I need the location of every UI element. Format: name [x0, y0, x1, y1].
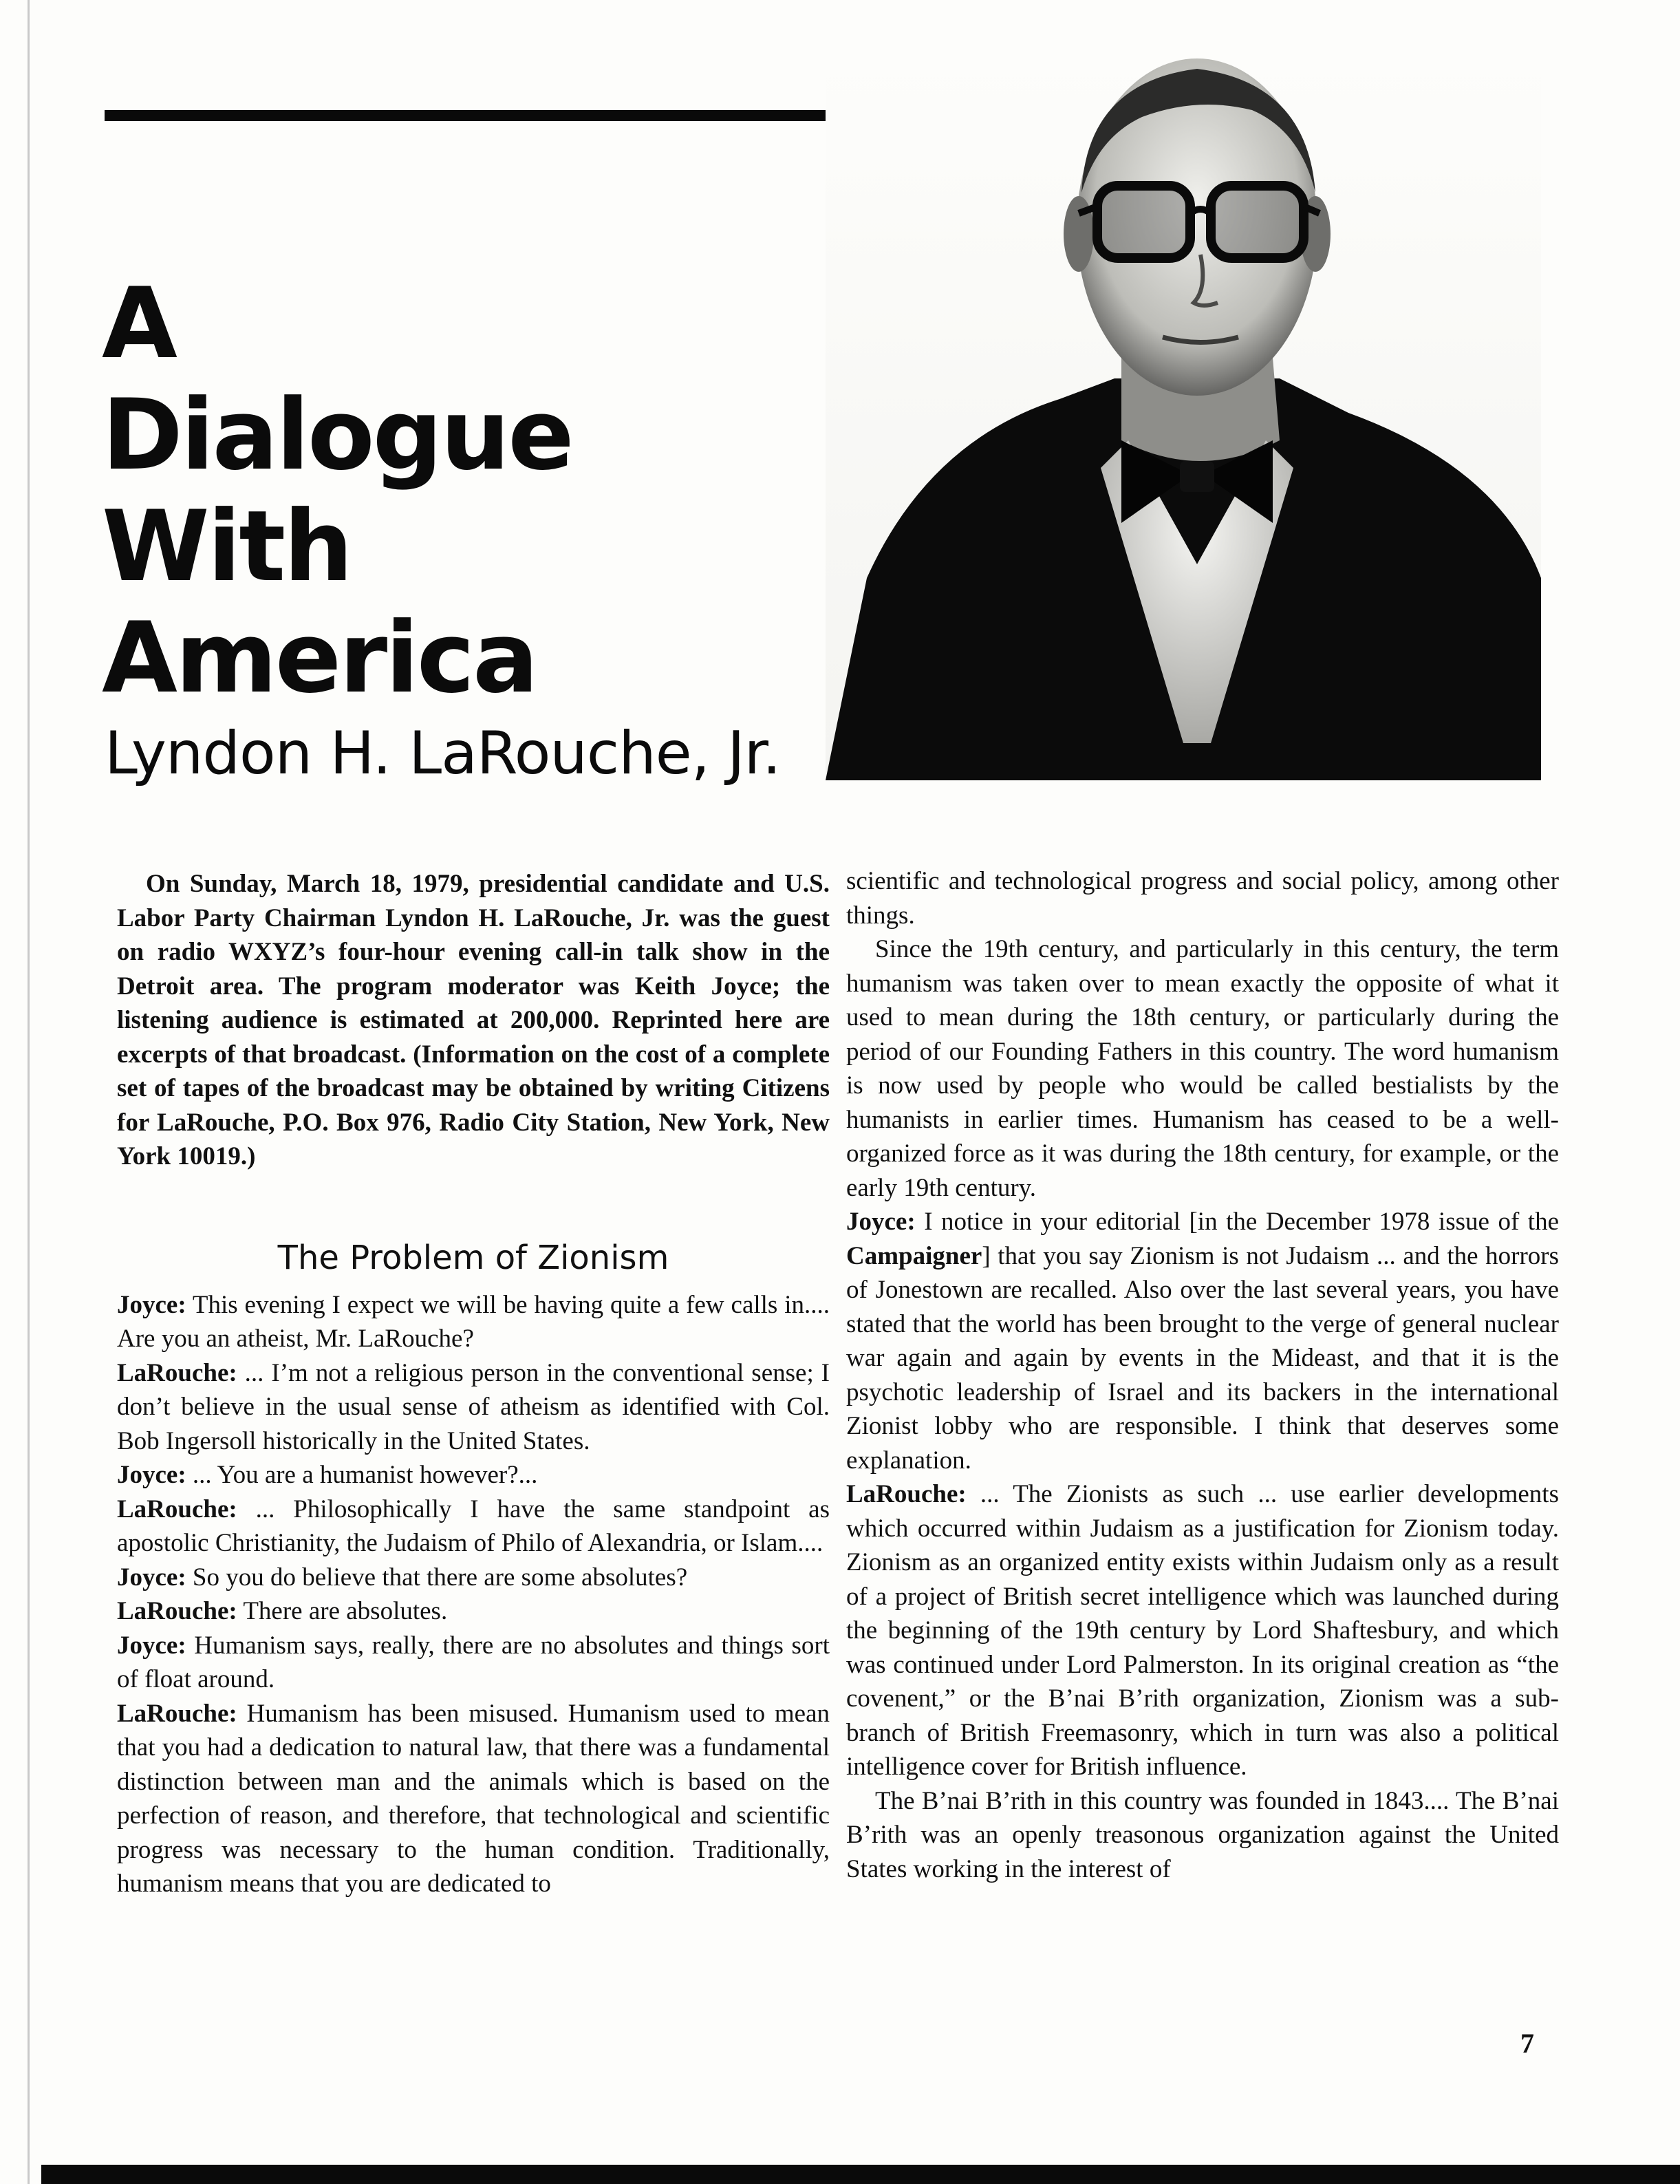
dialogue-text: ] that you say Zionism is not Judaism ... and the horrors of Jonestown are recalled. Also over the last several years, you have stated that the world has been brought to the verge of general nuclear war again and again by events in the Mideast, and that it is the psychotic leadership of Israel and its backers in the international Zionist lobby who are responsible. I think that deserves some explanation. [846, 1241, 1559, 1475]
dialogue-text: ... I’m not a religious person in the conventional sense; I don’t believe in the usual sense of atheism as identified with Col. Bob Ingersoll historically in the United States. [117, 1358, 830, 1455]
dialogue-turn [117, 1492, 830, 1561]
article-title [102, 268, 572, 714]
dialogue-text: I notice in your editorial [in the December 1978 issue of the [915, 1208, 1559, 1236]
page-edge [28, 0, 30, 2184]
title-line: Dialogue [102, 378, 572, 492]
publication-name: Campaigner [846, 1241, 982, 1270]
speaker-label: Joyce: [117, 1631, 186, 1660]
dialogue-turn [117, 1288, 830, 1356]
dialogue-turn [117, 1356, 830, 1459]
dialogue-text: Humanism says, really, there are no absolutes and things sort of float around. [117, 1631, 830, 1693]
page-number: 7 [1520, 2028, 1534, 2059]
dialogue-turn [846, 1205, 1559, 1477]
speaker-label: Joyce: [117, 1290, 186, 1319]
bottom-rule [41, 2165, 1680, 2184]
dialogue-turn [117, 1594, 830, 1629]
dialogue-text: Humanism has been misused. Humanism used to mean that you had a dedication to natural law, that there was a fundamental distinction between man and the animals which is based on the perfection of reason, and therefore, that technological and scientific progress was necessary to the human condition. Traditionally, humanism means that you are dedicated to [117, 1699, 830, 1898]
dialogue-turn [117, 1697, 830, 1901]
body-paragraph: Since the 19th century, and particularly in this century, the term humanism was taken over to mean exactly the opposite of what it used to mean during the 18th century, or particularly during the period of our Founding Fathers in this country. The word humanism is now used by people who would be called bestialists by the humanists in earlier times. Humanism has ceased to be a well-organized force as it was during the 18th century, for example, or the early 19th century. [846, 935, 1559, 1202]
dialogue-text: There are absolutes. [237, 1597, 448, 1625]
dialogue-text: So you do believe that there are some absolutes? [186, 1563, 688, 1592]
dialogue-turn [846, 1477, 1559, 1784]
section-heading: The Problem of Zionism [277, 1238, 669, 1277]
intro-paragraph: On Sunday, March 18, 1979, presidential candidate and U.S. Labor Party Chairman Lyndon H. LaRouche, Jr. was the guest on radio WXYZ’s four-hour evening call-in talk show in the Detroit area. The program moderator was Keith Joyce; the listening audience is estimated at 200,000. Reprinted here are excerpts of that broadcast. (Information on the cost of a complete set of tapes of the broadcast may be obtained by writing Citizens for LaRouche, P.O. Box 976, Radio City Station, New York, New York 10019.) [117, 870, 830, 1170]
author-portrait [826, 55, 1541, 780]
dialogue-text: ... You are a humanist however?... [186, 1461, 538, 1489]
dialogue-turn [117, 1561, 830, 1595]
dialogue-text: ... The Zionists as such ... use earlier developments which occurred within Judaism as a justification for Zionism today. Zionism as an organized entity exists within Judaism only as a result of a project of British secret intelligence which was launched during the beginning of the 19th century by Lord Shaftesbury, and which was continued under Lord Palmerston. In its original creation as “the covenent,” or the B’nai B’rith organization, Zionism was a sub-branch of British Freemasonry, which in turn was also a political intelligence cover for British influence. [846, 1480, 1559, 1781]
speaker-label: LaRouche: [117, 1495, 237, 1523]
dialogue-turn [117, 1458, 830, 1492]
dialogue-turn [117, 1629, 830, 1697]
speaker-label: LaRouche: [846, 1480, 967, 1508]
speaker-label: LaRouche: [117, 1597, 237, 1625]
left-column [117, 867, 830, 1901]
speaker-label: LaRouche: [117, 1699, 237, 1728]
author-byline: Lyndon H. LaRouche, Jr. [105, 719, 781, 788]
dialogue-text: This evening I expect we will be having quite a few calls in.... Are you an atheist, Mr. LaRouche? [117, 1290, 830, 1353]
title-line: With [102, 490, 352, 603]
speaker-label: Joyce: [117, 1461, 186, 1489]
speaker-label: LaRouche: [117, 1358, 237, 1387]
speaker-label: Joyce: [846, 1208, 916, 1236]
dialogue-text: ... Philosophically I have the same standpoint as apostolic Christianity, the Judaism of Philo of Alexandria, or Islam.... [117, 1495, 830, 1557]
title-line: A [102, 267, 175, 381]
speaker-label: Joyce: [117, 1563, 186, 1592]
body-paragraph: The B’nai B’rith in this country was founded in 1843.... The B’nai B’rith was an openly treasonous organization against the United States working in the interest of [846, 1786, 1559, 1883]
title-line: America [102, 601, 537, 715]
body-paragraph: scientific and technological progress and social policy, among other things. [846, 867, 1559, 930]
right-column [846, 864, 1559, 1886]
